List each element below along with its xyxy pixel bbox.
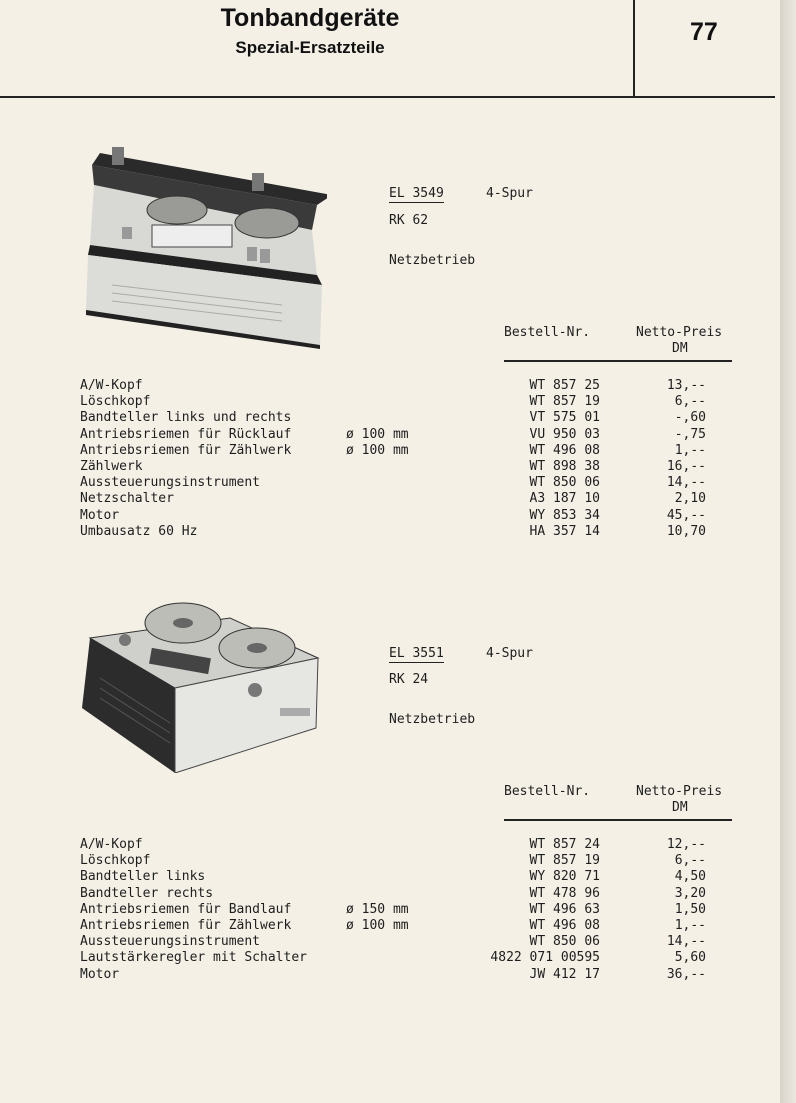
part-order-number: JW 412 17: [529, 966, 600, 982]
part-description: Umbausatz 60 Hz: [80, 523, 198, 539]
part-row: [0, 378, 780, 394]
model-number-1: EL 3549: [389, 186, 444, 201]
part-row: [0, 410, 780, 426]
part-order-number: WT 496 08: [529, 442, 600, 458]
part-description: Motor: [80, 966, 120, 982]
part-order-number: WT 857 25: [529, 378, 600, 393]
part-description: Antriebsriemen für Bandlauf: [80, 901, 292, 917]
power-type-1: Netzbetrieb: [389, 253, 476, 268]
part-order-number: WT 478 96: [529, 885, 600, 901]
part-description: Bandteller rechts: [80, 885, 214, 901]
model-number-2: EL 3551: [389, 646, 444, 661]
part-order-number: WT 857 24: [529, 837, 600, 852]
col-currency-header-2: DM: [672, 800, 688, 815]
part-price: 1,50: [674, 901, 706, 917]
part-price: 6,--: [674, 853, 706, 869]
part-row: [0, 967, 780, 983]
part-price: 3,20: [674, 885, 706, 901]
part-price: 6,--: [674, 394, 706, 410]
part-order-number: VT 575 01: [529, 410, 600, 426]
part-price: 14,--: [666, 475, 706, 491]
part-price: 13,--: [666, 378, 706, 393]
part-row: [0, 837, 780, 853]
part-order-number: WT 857 19: [529, 853, 600, 869]
part-order-number: A3 187 10: [529, 491, 600, 507]
part-price: 36,--: [666, 966, 706, 982]
part-description: Motor: [80, 507, 120, 523]
track-type-1: 4-Spur: [486, 186, 533, 201]
part-order-number: WT 496 08: [529, 918, 600, 933]
table-rule-1: [504, 360, 732, 362]
part-description: Zählwerk: [80, 459, 143, 474]
part-price: 2,10: [674, 491, 706, 507]
part-row: [0, 394, 780, 410]
part-dimension: ø 100 mm: [346, 442, 409, 458]
part-price: -,75: [674, 426, 706, 442]
part-price: 4,50: [674, 869, 706, 885]
part-row: [0, 459, 780, 475]
part-row: [0, 886, 780, 902]
part-row: [0, 853, 780, 869]
track-type-2: 4-Spur: [486, 646, 533, 661]
part-description: Bandteller links: [80, 869, 206, 885]
col-order-header-2: Bestell-Nr.: [504, 784, 591, 799]
variant-2: RK 24: [389, 672, 429, 687]
part-price: 16,--: [666, 459, 706, 474]
part-row: [0, 427, 780, 443]
part-price: -,60: [674, 410, 706, 426]
part-description: A/W-Kopf: [80, 837, 143, 852]
part-description: Löschkopf: [80, 853, 151, 869]
variant-1: RK 62: [389, 213, 429, 228]
header-divider-vertical: [633, 0, 635, 97]
part-description: Löschkopf: [80, 394, 151, 410]
col-order-header-1: Bestell-Nr.: [504, 325, 591, 340]
table-rule-2: [504, 819, 732, 821]
header-divider: [0, 96, 775, 98]
part-description: Antriebsriemen für Zählwerk: [80, 918, 292, 933]
tape-recorder-image-el3549: [82, 135, 327, 350]
part-dimension: ø 100 mm: [346, 918, 409, 933]
part-description: Antriebsriemen für Rücklauf: [80, 426, 292, 442]
col-price-header-1: Netto-Preis: [636, 325, 723, 340]
part-description: Bandteller links und rechts: [80, 410, 292, 426]
part-row: [0, 524, 780, 540]
part-description: A/W-Kopf: [80, 378, 143, 393]
part-price: 5,60: [674, 950, 706, 966]
part-order-number: HA 357 14: [529, 523, 600, 539]
part-row: [0, 508, 780, 524]
part-order-number: VU 950 03: [529, 426, 600, 442]
part-order-number: WT 850 06: [529, 934, 600, 950]
part-order-number: WY 820 71: [529, 869, 600, 885]
part-row: [0, 950, 780, 966]
part-description: Aussteuerungsinstrument: [80, 475, 261, 491]
part-description: Lautstärkeregler mit Schalter: [80, 950, 307, 966]
part-dimension: ø 150 mm: [346, 901, 409, 917]
part-order-number: WT 496 63: [529, 901, 600, 917]
part-order-number: WT 857 19: [529, 394, 600, 410]
part-price: 45,--: [666, 507, 706, 523]
page-title: Tonbandgeräte: [220, 4, 400, 32]
page-edge: [780, 0, 796, 1103]
col-currency-header-1: DM: [672, 341, 688, 356]
part-dimension: ø 100 mm: [346, 426, 409, 442]
part-row: [0, 934, 780, 950]
part-price: 1,--: [674, 442, 706, 458]
part-order-number: WT 898 38: [529, 459, 600, 474]
part-price: 12,--: [666, 837, 706, 852]
part-order-number: 4822 071 00595: [490, 950, 600, 966]
page-subtitle: Spezial-Ersatzteile: [235, 38, 385, 57]
part-row: [0, 443, 780, 459]
col-price-header-2: Netto-Preis: [636, 784, 723, 799]
part-row: [0, 475, 780, 491]
part-order-number: WY 853 34: [529, 507, 600, 523]
part-row: [0, 918, 780, 934]
part-row: [0, 491, 780, 507]
tape-recorder-image-el3551: [80, 598, 320, 773]
part-row: [0, 902, 780, 918]
part-description: Netzschalter: [80, 491, 174, 507]
part-description: Aussteuerungsinstrument: [80, 934, 261, 950]
part-price: 1,--: [674, 918, 706, 933]
part-row: [0, 869, 780, 885]
part-description: Antriebsriemen für Zählwerk: [80, 442, 292, 458]
part-price: 10,70: [666, 523, 706, 539]
power-type-2: Netzbetrieb: [389, 712, 476, 727]
part-order-number: WT 850 06: [529, 475, 600, 491]
page-number: 77: [690, 18, 718, 46]
part-price: 14,--: [666, 934, 706, 950]
